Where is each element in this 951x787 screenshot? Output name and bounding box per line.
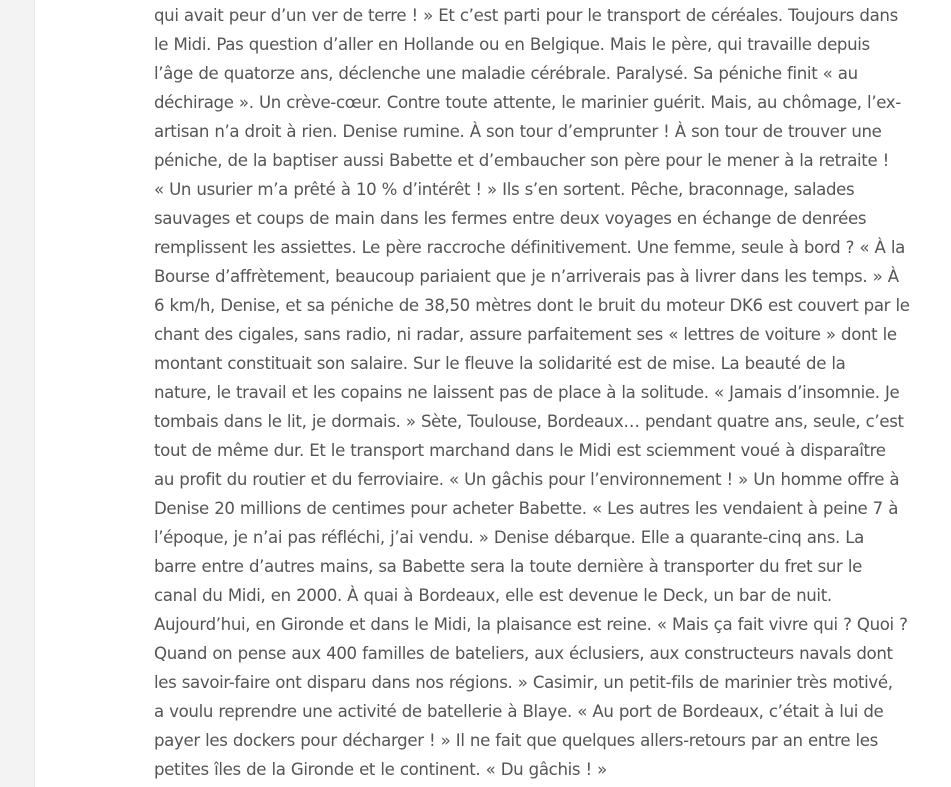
paragraph-line: chant des cigales, sans radio, ni radar, assure parfaitement ses « lettres de voiture » dont le (154, 325, 897, 344)
paragraph-line: qui avait peur d’un ver de terre ! » Et c’est parti pour le transport de céréales. Toujours dans (154, 6, 898, 25)
paragraph-line: sauvages et coups de main dans les fermes entre deux voyages en échange de denrées (154, 209, 867, 228)
paragraph-line: Denise 20 millions de centimes pour acheter Babette. « Les autres les vendaient à peine 7 à (154, 499, 899, 518)
paragraph-line: l’âge de quatorze ans, déclenche une maladie cérébrale. Paralysé. Sa péniche finit « au (154, 64, 858, 83)
paragraph-line: a voulu reprendre une activité de batellerie à Blaye. « Au port de Bordeaux, c’était à lui de (154, 702, 884, 721)
paragraph-line: déchirage ». Un crève-cœur. Contre toute attente, le marinier guérit. Mais, au chômage, l’ex- (154, 93, 901, 112)
paragraph-line: tombais dans le lit, je dormais. » Sète, Toulouse, Bordeaux… pendant quatre ans, seule, c’est (154, 412, 904, 431)
paragraph-line: montant constituait son salaire. Sur le fleuve la solidarité est de mise. La beauté de la (154, 354, 846, 373)
paragraph-line: péniche, de la baptiser aussi Babette et d’embaucher son père pour le mener à la retraite ! (154, 151, 889, 170)
paragraph-line: remplissent les assiettes. Le père raccroche définitivement. Une femme, seule à bord ? « À la (154, 238, 905, 257)
paragraph-line: Bourse d’affrètement, beaucoup pariaient que je n’arriverais pas à livrer dans les temps. » À (154, 267, 899, 286)
paragraph-line: nature, le travail et les copains ne laissent pas de place à la solitude. « Jamais d’insomnie. Je (154, 383, 900, 402)
paragraph-line: petites îles de la Gironde et le continent. « Du gâchis ! » (154, 760, 607, 779)
paragraph-line: tout de même dur. Et le transport marchand dans le Midi est sciemment voué à disparaître (154, 441, 886, 460)
paragraph-line: Quand on pense aux 400 familles de bateliers, aux éclusiers, aux constructeurs navals dont (154, 644, 893, 663)
paragraph-line: l’époque, je n’ai pas réfléchi, j’ai vendu. » Denise débarque. Elle a quarante-cinq ans. La (154, 528, 864, 547)
paragraph-line: Aujourd’hui, en Gironde et dans le Midi, la plaisance est reine. « Mais ça fait vivre qui ? Quoi ? (154, 615, 908, 634)
paragraph-line: payer les dockers pour décharger ! » Il ne fait que quelques allers-retours par an entre les (154, 731, 878, 750)
paragraph-line: le Midi. Pas question d’aller en Hollande ou en Belgique. Mais le père, qui travaille depuis (154, 35, 870, 54)
paragraph-line: barre entre d’autres mains, sa Babette sera la toute dernière à transporter du fret sur le (154, 557, 862, 576)
paragraph-line: canal du Midi, en 2000. À quai à Bordeaux, elle est devenue le Deck, un bar de nuit. (154, 586, 832, 605)
paragraph-line: artisan n’a droit à rien. Denise rumine. À son tour d’emprunter ! À son tour de trouver une (154, 122, 882, 141)
paragraph-line: au profit du routier et du ferroviaire. « Un gâchis pour l’environnement ! » Un homme offre à (154, 470, 900, 489)
article-page (35, 0, 951, 787)
paragraph-line: les savoir-faire ont disparu dans nos régions. » Casimir, un petit-fils de marinier très motivé, (154, 673, 893, 692)
paragraph-line: 6 km/h, Denise, et sa péniche de 38,50 mètres dont le bruit du moteur DK6 est couvert par le (154, 296, 910, 315)
article-paragraph (154, 1, 910, 784)
paragraph-line: « Un usurier m’a prêté à 10 % d’intérêt ! » Ils s’en sortent. Pêche, braconnage, salades (154, 180, 855, 199)
left-margin-rail (0, 0, 35, 787)
